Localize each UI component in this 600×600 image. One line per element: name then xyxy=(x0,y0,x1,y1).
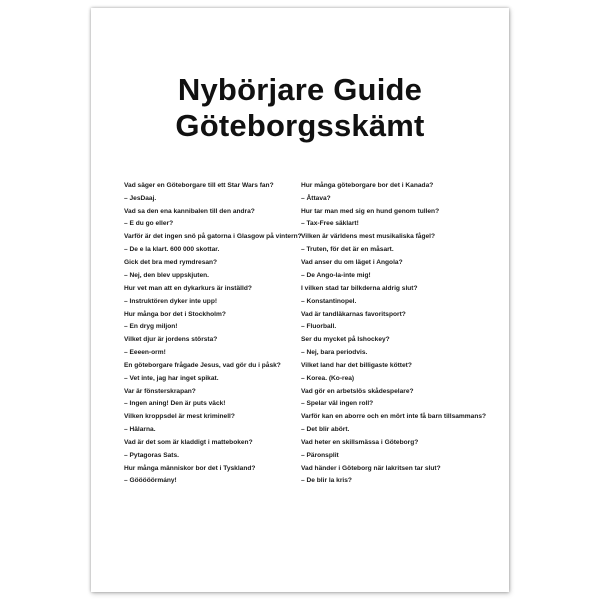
joke-answer: – Pytagoras Sats. xyxy=(124,451,179,459)
joke-question: Vad är det som är kladdigt i matteboken? xyxy=(124,439,253,447)
joke-item xyxy=(124,232,324,254)
joke-item xyxy=(124,181,324,203)
joke-question: Varför är det ingen snö på gatorna i Glasgow på vintern? xyxy=(124,233,302,241)
joke-item xyxy=(124,207,324,229)
joke-answer: – Gööööörmány! xyxy=(124,477,177,485)
joke-answer: – Tax-Free säklart! xyxy=(301,220,359,228)
joke-question: Hur tar man med sig en hund genom tullen? xyxy=(301,207,440,215)
page-title xyxy=(91,72,509,144)
joke-item xyxy=(124,438,324,460)
joke-question: Vad säger en Göteborgare till ett Star Wars fan? xyxy=(124,182,274,189)
joke-item xyxy=(124,387,324,409)
joke-question: Hur många göteborgare bor det i Kanada? xyxy=(301,182,434,189)
joke-answer: – E du go eller? xyxy=(124,220,174,228)
joke-item xyxy=(124,284,324,306)
joke-item xyxy=(301,412,501,434)
joke-answer: – Nej, bara periodvis. xyxy=(301,348,368,356)
joke-item xyxy=(301,387,501,409)
joke-item xyxy=(301,284,501,306)
joke-item xyxy=(301,361,501,383)
joke-answer: – De blir la kris? xyxy=(301,477,352,485)
joke-answer: – Fluorball. xyxy=(301,323,337,331)
joke-question: Vad anser du om läget i Angola? xyxy=(301,259,403,267)
joke-item xyxy=(301,464,501,486)
joke-answer: – Eeeen-orm! xyxy=(124,348,166,356)
joke-item xyxy=(301,438,501,460)
joke-question: Vilken är världens mest musikaliska fågel? xyxy=(301,233,436,241)
joke-answer: – Instruktören dyker inte upp! xyxy=(124,297,218,305)
joke-item xyxy=(124,310,324,332)
joke-question: Ser du mycket på Ishockey? xyxy=(301,336,390,344)
joke-question: Hur många människor bor det i Tyskland? xyxy=(124,464,256,472)
joke-answer: – Åttava? xyxy=(301,194,331,202)
joke-question: Vad händer i Göteborg när lakritsen tar slut? xyxy=(301,464,441,472)
joke-answer: – Korea. (Ko-rea) xyxy=(301,374,355,382)
joke-answer: – Spelar väl ingen roll? xyxy=(301,400,374,408)
joke-item xyxy=(301,335,501,357)
joke-question: En göteborgare frågade Jesus, vad gör du i påsk? xyxy=(124,361,281,369)
title-line-2: Göteborgsskämt xyxy=(175,108,425,143)
joke-question: Vilket land har det billigaste köttet? xyxy=(301,361,412,369)
joke-item xyxy=(124,412,324,434)
joke-answer: – Päronsplit xyxy=(301,451,339,459)
joke-item xyxy=(301,207,501,229)
joke-item xyxy=(124,258,324,280)
joke-answer: – Vet inte, jag har inget spikat. xyxy=(124,374,219,382)
joke-question: Vad är tandläkarnas favoritsport? xyxy=(301,310,406,318)
joke-question: Vad heter en skillsmässa i Göteborg? xyxy=(301,439,419,447)
joke-answer: – En dryg miljon! xyxy=(124,323,178,331)
joke-item xyxy=(124,361,324,383)
joke-item xyxy=(301,310,501,332)
joke-answer: – Truten, för det är en måsart. xyxy=(301,246,394,254)
joke-answer: – Det blir abört. xyxy=(301,426,350,434)
joke-item xyxy=(124,464,324,486)
joke-question: Varför kan en aborre och en mört inte få barn tillsammans? xyxy=(301,413,487,421)
joke-question: Vad sa den ena kannibalen till den andra? xyxy=(124,207,255,215)
document-page xyxy=(91,8,509,592)
joke-question: Var är fönsterskrapan? xyxy=(124,387,196,395)
joke-answer: – Ingen aning! Den är puts väck! xyxy=(124,400,226,408)
joke-item xyxy=(124,335,324,357)
joke-answer: – Konstantinopel. xyxy=(301,297,357,305)
joke-answer: – De Ango-la-inte mig! xyxy=(301,271,371,279)
joke-question: I vilken stad tar bilkderna aldrig slut? xyxy=(301,284,418,292)
joke-question: Vilken kroppsdel är mest kriminell? xyxy=(124,413,235,421)
joke-question: Gick det bra med rymdresan? xyxy=(124,259,218,267)
joke-item xyxy=(301,258,501,280)
title-line-1: Nybörjare Guide xyxy=(177,72,423,107)
joke-item xyxy=(301,181,501,203)
joke-answer: – De e la klart. 600 000 skottar. xyxy=(124,246,220,254)
joke-question: Vilket djur är jordens största? xyxy=(124,336,218,344)
joke-item xyxy=(301,232,501,254)
joke-answer: – Nej, den blev uppskjuten. xyxy=(124,271,210,279)
joke-column-left xyxy=(124,181,324,489)
joke-column-right xyxy=(301,181,501,489)
joke-answer: – JesDaaj. xyxy=(124,194,157,202)
joke-question: Hur många bor det i Stockholm? xyxy=(124,310,226,318)
joke-question: Vad gör en arbetslös skådespelare? xyxy=(301,387,414,395)
joke-question: Hur vet man att en dykarkurs är inställd? xyxy=(124,284,252,292)
joke-answer: – Hälarna. xyxy=(124,426,156,434)
